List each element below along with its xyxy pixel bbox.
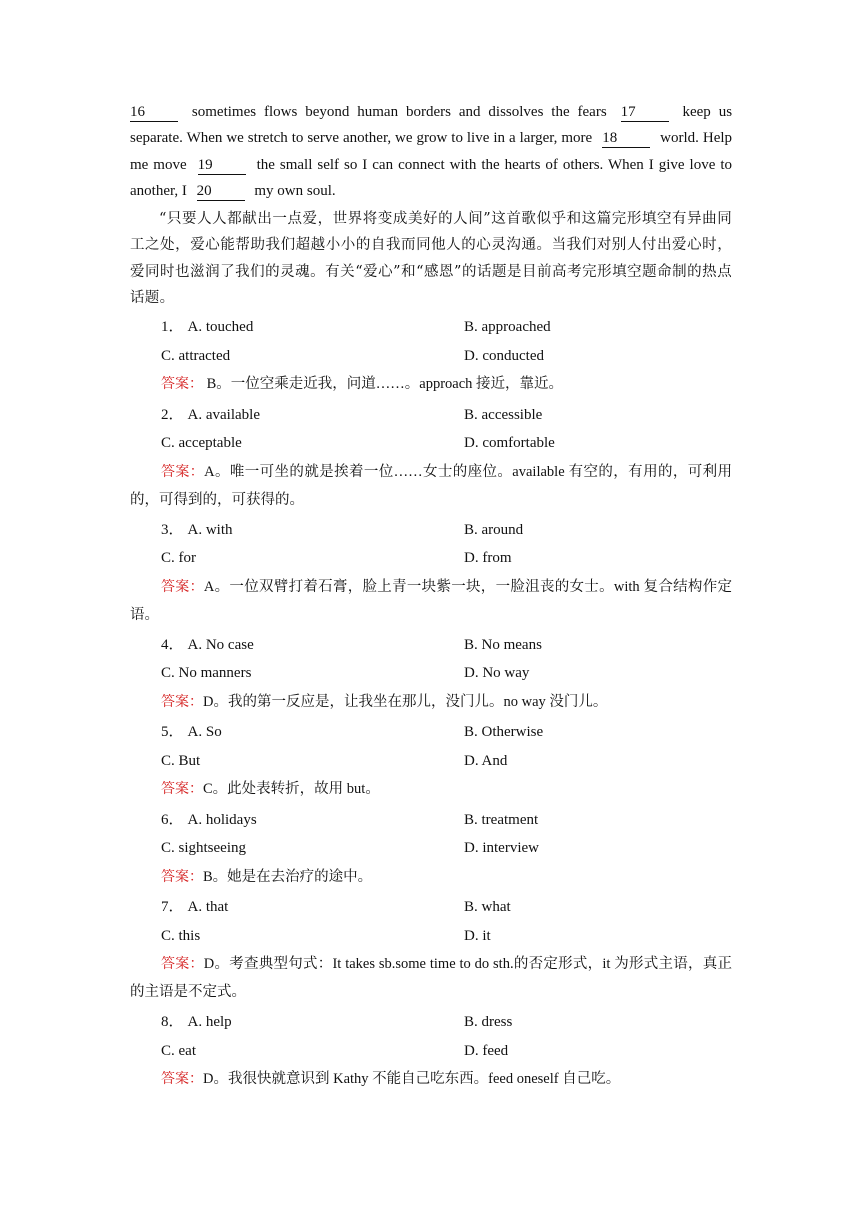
option-row xyxy=(130,631,732,660)
option-c: C. But xyxy=(161,752,201,769)
answer-text: C。此处表转折，故用 but。 xyxy=(203,781,380,798)
question-number: 6． xyxy=(161,811,184,828)
answer-explanation xyxy=(130,370,732,399)
question-number: 5． xyxy=(161,724,184,741)
answer-label: 答案： xyxy=(161,781,203,798)
question-7 xyxy=(130,893,732,1006)
blank-18: 18 xyxy=(602,129,650,148)
passage-segment: world. Help me move xyxy=(130,130,733,173)
answer-explanation xyxy=(130,1065,732,1094)
question-3 xyxy=(130,516,732,629)
option-c: C. eat xyxy=(161,1042,196,1059)
option-a: A. touched xyxy=(187,319,254,336)
passage-commentary: “只要人人都献出一点爱，世界将变成美好的人间”这首歌似乎和这篇完形填空有异曲同工之处，爱心能帮助我们超越小小的自我而同他人的心灵沟通。当我们对别人付出爱心时，爱同时也滋润了我们的灵魂。有关“爱心”和“感恩”的话题是目前高考完形填空题命制的热点话题。 xyxy=(130,211,732,307)
answer-explanation xyxy=(130,950,732,1006)
option-b: B. approached xyxy=(464,319,551,336)
option-b: B. what xyxy=(464,899,511,916)
question-1 xyxy=(130,313,732,399)
answer-text: A。一位双臂打着石膏，脸上青一块紫一块，一脸沮丧的女士。with 复合结构作定语。 xyxy=(130,578,733,623)
question-number: 1． xyxy=(161,319,184,336)
option-row xyxy=(130,806,732,835)
option-b: B. accessible xyxy=(464,406,543,423)
answer-label: 答案： xyxy=(161,463,205,480)
blank-19: 19 xyxy=(198,156,246,175)
option-a: A. available xyxy=(187,406,260,423)
answer-label: 答案： xyxy=(161,693,203,710)
question-2 xyxy=(130,401,732,514)
option-row xyxy=(130,516,732,545)
option-a: A. help xyxy=(187,1014,232,1031)
option-c: C. No manners xyxy=(161,665,252,682)
option-a: A. So xyxy=(187,724,222,741)
document-content xyxy=(130,99,732,1094)
question-number: 3． xyxy=(161,521,184,538)
answer-text: A。唯一可坐的就是挨着一位……女士的座位。available 有空的，有用的，可利用的，可得到的，可获得的。 xyxy=(130,463,732,508)
option-row xyxy=(130,922,732,951)
question-number: 7． xyxy=(161,899,184,916)
option-a: A. holidays xyxy=(187,811,257,828)
option-a: A. with xyxy=(187,521,233,538)
passage-segment: the small self so I can connect with the hearts of others. When I give love to another, I xyxy=(130,156,733,199)
option-d: D. No way xyxy=(464,665,530,682)
answer-text: B。一位空乘走近我，问道……。approach 接近，靠近。 xyxy=(203,376,564,393)
option-c: C. this xyxy=(161,927,201,944)
option-row xyxy=(130,313,732,342)
option-d: D. interview xyxy=(464,840,539,857)
option-row xyxy=(130,1037,732,1066)
answer-label: 答案： xyxy=(161,1071,203,1088)
option-a: A. No case xyxy=(187,636,254,653)
answer-explanation xyxy=(130,688,732,717)
answer-text: D。我很快就意识到 Kathy 不能自己吃东西。feed oneself 自己吃。 xyxy=(203,1071,621,1088)
option-row xyxy=(130,747,732,776)
blank-20: 20 xyxy=(197,182,245,201)
passage-segment: my own soul. xyxy=(254,182,336,199)
option-d: D. from xyxy=(464,550,512,567)
option-b: B. No means xyxy=(464,636,542,653)
option-row xyxy=(130,1008,732,1037)
answer-text: D。考查典型句式：It takes sb.some time to do sth.的否定形式，it 为形式主语，真正的主语是不定式。 xyxy=(130,956,732,1001)
question-4 xyxy=(130,631,732,717)
answer-explanation xyxy=(130,863,732,892)
question-6 xyxy=(130,806,732,892)
question-list xyxy=(130,313,732,1094)
option-a: A. that xyxy=(187,899,229,916)
option-row xyxy=(130,834,732,863)
blank-17: 17 xyxy=(621,103,669,122)
question-5 xyxy=(130,718,732,804)
option-d: D. feed xyxy=(464,1042,509,1059)
answer-label: 答案： xyxy=(161,578,204,595)
answer-text: D。我的第一反应是，让我坐在那儿，没门儿。no way 没门儿。 xyxy=(203,693,608,710)
option-d: D. it xyxy=(464,927,491,944)
answer-explanation xyxy=(130,458,732,514)
option-row xyxy=(130,659,732,688)
passage-segment: sometimes flows beyond human borders and dissolves the fears xyxy=(191,104,607,120)
question-number: 4． xyxy=(161,636,184,653)
question-number: 2． xyxy=(161,406,184,423)
cloze-passage xyxy=(130,99,732,204)
option-d: D. comfortable xyxy=(464,435,555,452)
option-b: B. around xyxy=(464,521,524,538)
option-row xyxy=(130,342,732,371)
option-row xyxy=(130,401,732,430)
option-c: C. sightseeing xyxy=(161,840,246,857)
blank-16: 16 xyxy=(130,103,178,122)
answer-label: 答案： xyxy=(161,376,203,393)
answer-label: 答案： xyxy=(161,868,203,885)
question-number: 8． xyxy=(161,1014,184,1031)
option-b: B. dress xyxy=(464,1014,513,1031)
passage-segment: keep us separate. When we stretch to serve another, we grow to live in a larger, more xyxy=(130,104,733,147)
option-b: B. treatment xyxy=(464,811,539,828)
option-d: D. conducted xyxy=(464,347,544,364)
option-row xyxy=(130,718,732,747)
answer-text: B。她是在去治疗的途中。 xyxy=(203,868,373,885)
question-8 xyxy=(130,1008,732,1094)
option-c: C. acceptable xyxy=(161,435,242,452)
option-d: D. And xyxy=(464,752,508,769)
answer-explanation xyxy=(130,573,732,629)
answer-label: 答案： xyxy=(161,956,204,973)
option-row xyxy=(130,429,732,458)
option-row xyxy=(130,544,732,573)
option-c: C. attracted xyxy=(161,347,231,364)
option-c: C. for xyxy=(161,550,196,567)
option-row xyxy=(130,893,732,922)
answer-explanation xyxy=(130,775,732,804)
option-b: B. Otherwise xyxy=(464,724,544,741)
